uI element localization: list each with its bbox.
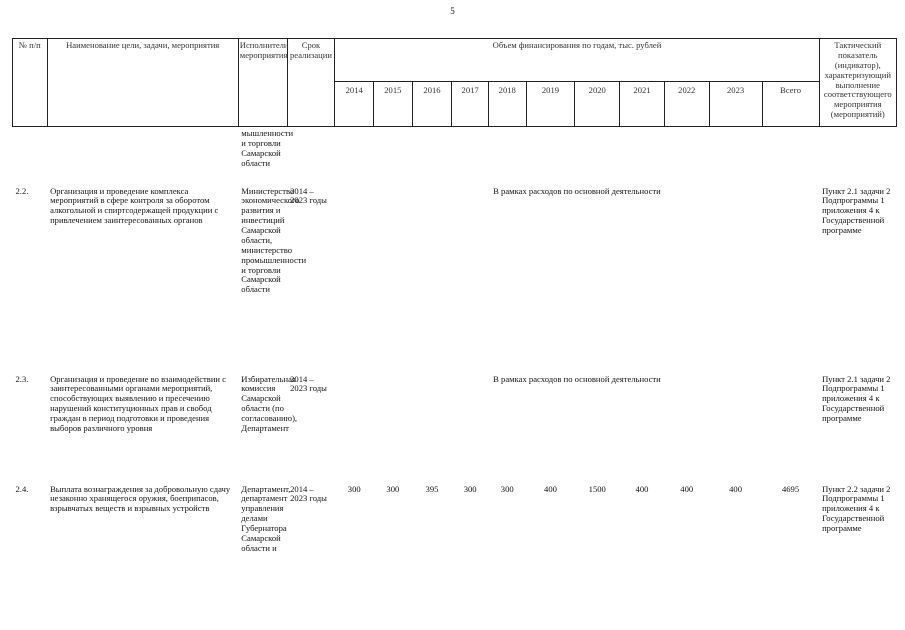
header-name: Наименование цели, задачи, мероприятия [47, 39, 238, 127]
table-row-continuation [13, 127, 897, 185]
row-value-2023: 400 [729, 483, 742, 494]
header-year: 2021 [620, 82, 665, 127]
row-executors: Департамент, департамент управления делами Губернатора Самарской области и [241, 483, 291, 553]
row-value-2017: 300 [463, 483, 477, 494]
header-indicator: Тактический показатель (индикатор), характеризующий выполнение соответствующего мероприятия (мероприятий) [819, 39, 896, 127]
header-year: 2023 [709, 82, 762, 127]
page-number: 5 [450, 6, 455, 16]
row-value-2015: 300 [386, 483, 400, 494]
header-row [13, 39, 897, 82]
table-row [13, 483, 897, 556]
row-value-2020: 1500 [588, 483, 606, 494]
row-executors: Министерство экономического развития и инвестиций Самарской области, министерство промышленности и торговли Самарской области [241, 185, 307, 295]
header-year: 2020 [575, 82, 620, 127]
row-num: 2.4. [15, 483, 29, 494]
row-value-2014: 300 [347, 483, 361, 494]
header-year: 2018 [488, 82, 526, 127]
header-year: 2017 [452, 82, 489, 127]
row-value-2019: 400 [544, 483, 557, 494]
row-term: 2014 – 2023 годы [290, 185, 327, 206]
row-num: 2.2. [15, 185, 29, 196]
row-name: Организация и проведение во взаимодействии с заинтересованными органами мероприятий, способствующих выявлению и пресечению нарушений конституционных прав и свобод граждан в период подготовки и проведения выборов различного уровня [50, 373, 226, 433]
row-funding-note: В рамках расходов по основной деятельности [493, 185, 661, 196]
table-row [13, 185, 897, 373]
row-value-total: 4695 [781, 483, 800, 494]
row-value-2022: 400 [680, 483, 694, 494]
row-value-2018: 300 [500, 483, 514, 494]
table-row [13, 373, 897, 483]
row-name: Выплата вознаграждения за добровольную сдачу незаконно хранящегося оружия, боеприпасов, взрывчатых веществ и взрывных устройств [50, 483, 231, 514]
header-year: 2019 [526, 82, 575, 127]
row-executors: Избирательная комиссия Самарской области (по согласованию), Департамент [241, 373, 298, 433]
header-num: № п/п [13, 39, 48, 127]
row-term: 2014 – 2023 годы [290, 373, 327, 394]
header-total: Всего [762, 82, 819, 127]
header-year: 2015 [374, 82, 413, 127]
row-name: Организация и проведение комплекса мероприятий в сфере контроля за оборотом алкогольной и спиртсодержащей продукции с привлечением заинтересованных органов [50, 185, 219, 226]
row-value-2021: 400 [635, 483, 649, 494]
row-term: 2014 – 2023 годы [290, 483, 327, 504]
funding-table [12, 38, 897, 556]
header-year: 2022 [664, 82, 709, 127]
header-year: 2016 [412, 82, 452, 127]
header-executors: Исполнители мероприятия [238, 39, 287, 127]
header-term: Срок реализации [287, 39, 335, 127]
row-num: 2.3. [15, 373, 29, 384]
row-indicator: Пункт 2.2 задачи 2 Подпрограммы 1 приложения 4 к Государственной программе [822, 483, 891, 533]
row-indicator: Пункт 2.1 задачи 2 Подпрограммы 1 приложения 4 к Государственной программе [822, 373, 891, 423]
row-funding-note: В рамках расходов по основной деятельности [493, 373, 661, 384]
header-year: 2014 [335, 82, 374, 127]
row-value-2016: 395 [425, 483, 439, 494]
row-indicator: Пункт 2.1 задачи 2 Подпрограммы 1 приложения 4 к Государственной программе [822, 185, 891, 235]
row-executors: мышленности и торговли Самарской области [241, 128, 294, 168]
header-funding: Объем финансирования по годам, тыс. рублей [335, 39, 819, 82]
